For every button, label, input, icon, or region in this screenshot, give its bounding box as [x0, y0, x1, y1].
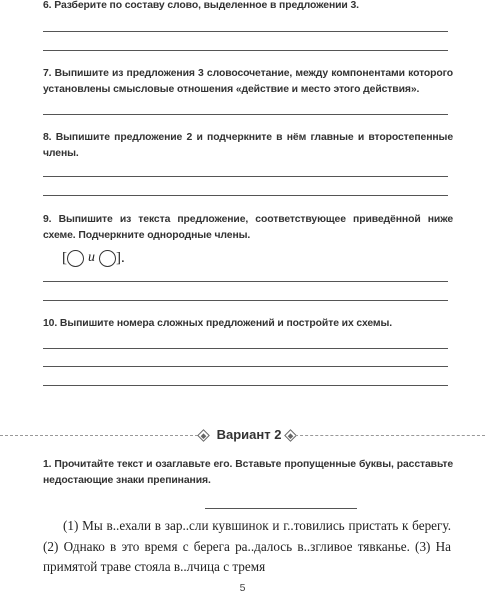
- homogeneous-member-circle-icon: [99, 250, 116, 267]
- scheme-bracket-close: ].: [116, 249, 125, 266]
- task-8: 8. Выпишите предложение 2 и подчеркните в нём главные и второстепенные члены.: [43, 132, 453, 159]
- variant-task-1: 1. Прочитайте текст и озаглавьте его. Вставьте пропущенные буквы, расставьте недостающие знаки препинания.: [43, 459, 453, 486]
- task-9: 9. Выпишите из текста предложение, соответствующее приведённой ниже схеме. Подчеркните однородные члены.: [43, 214, 453, 241]
- variant-separator: [0, 428, 485, 444]
- answer-line: [43, 176, 448, 177]
- answer-line: [43, 50, 448, 51]
- answer-line: [43, 385, 448, 386]
- homogeneous-member-circle-icon: [67, 250, 84, 267]
- variant-title: Вариант 2: [216, 427, 282, 442]
- answer-line: [43, 348, 448, 349]
- answer-line: [43, 300, 448, 301]
- divider: [295, 435, 485, 436]
- divider: [0, 435, 198, 436]
- scheme-conjunction: и: [88, 250, 95, 265]
- task-10: 10. Выпишите номера сложных предложений и постройте их схемы.: [43, 318, 393, 329]
- title-answer-line: [205, 508, 357, 509]
- sentence-scheme: [62, 248, 125, 268]
- scheme-bracket-open: [: [62, 249, 67, 266]
- answer-line: [43, 114, 448, 115]
- task-7: 7. Выпишите из предложения 3 словосочетание, между компонентами которого установлены смысловые отношения «действие и место этого действия».: [43, 68, 453, 95]
- answer-line: [43, 281, 448, 282]
- answer-line: [43, 195, 448, 196]
- text-passage: (1) Мы в..ехали в зар..сли кувшинок и г..товились пристать к берегу. (2) Однако в это время с берега ра..далось в..згливое тявканье. (3) На примятой траве стояла в..лчица с тремя: [43, 518, 451, 574]
- answer-line: [43, 31, 448, 32]
- page-number: 5: [239, 582, 246, 594]
- answer-line: [43, 366, 448, 367]
- task-6: 6. Разберите по составу слово, выделенное в предложении 3.: [43, 0, 359, 11]
